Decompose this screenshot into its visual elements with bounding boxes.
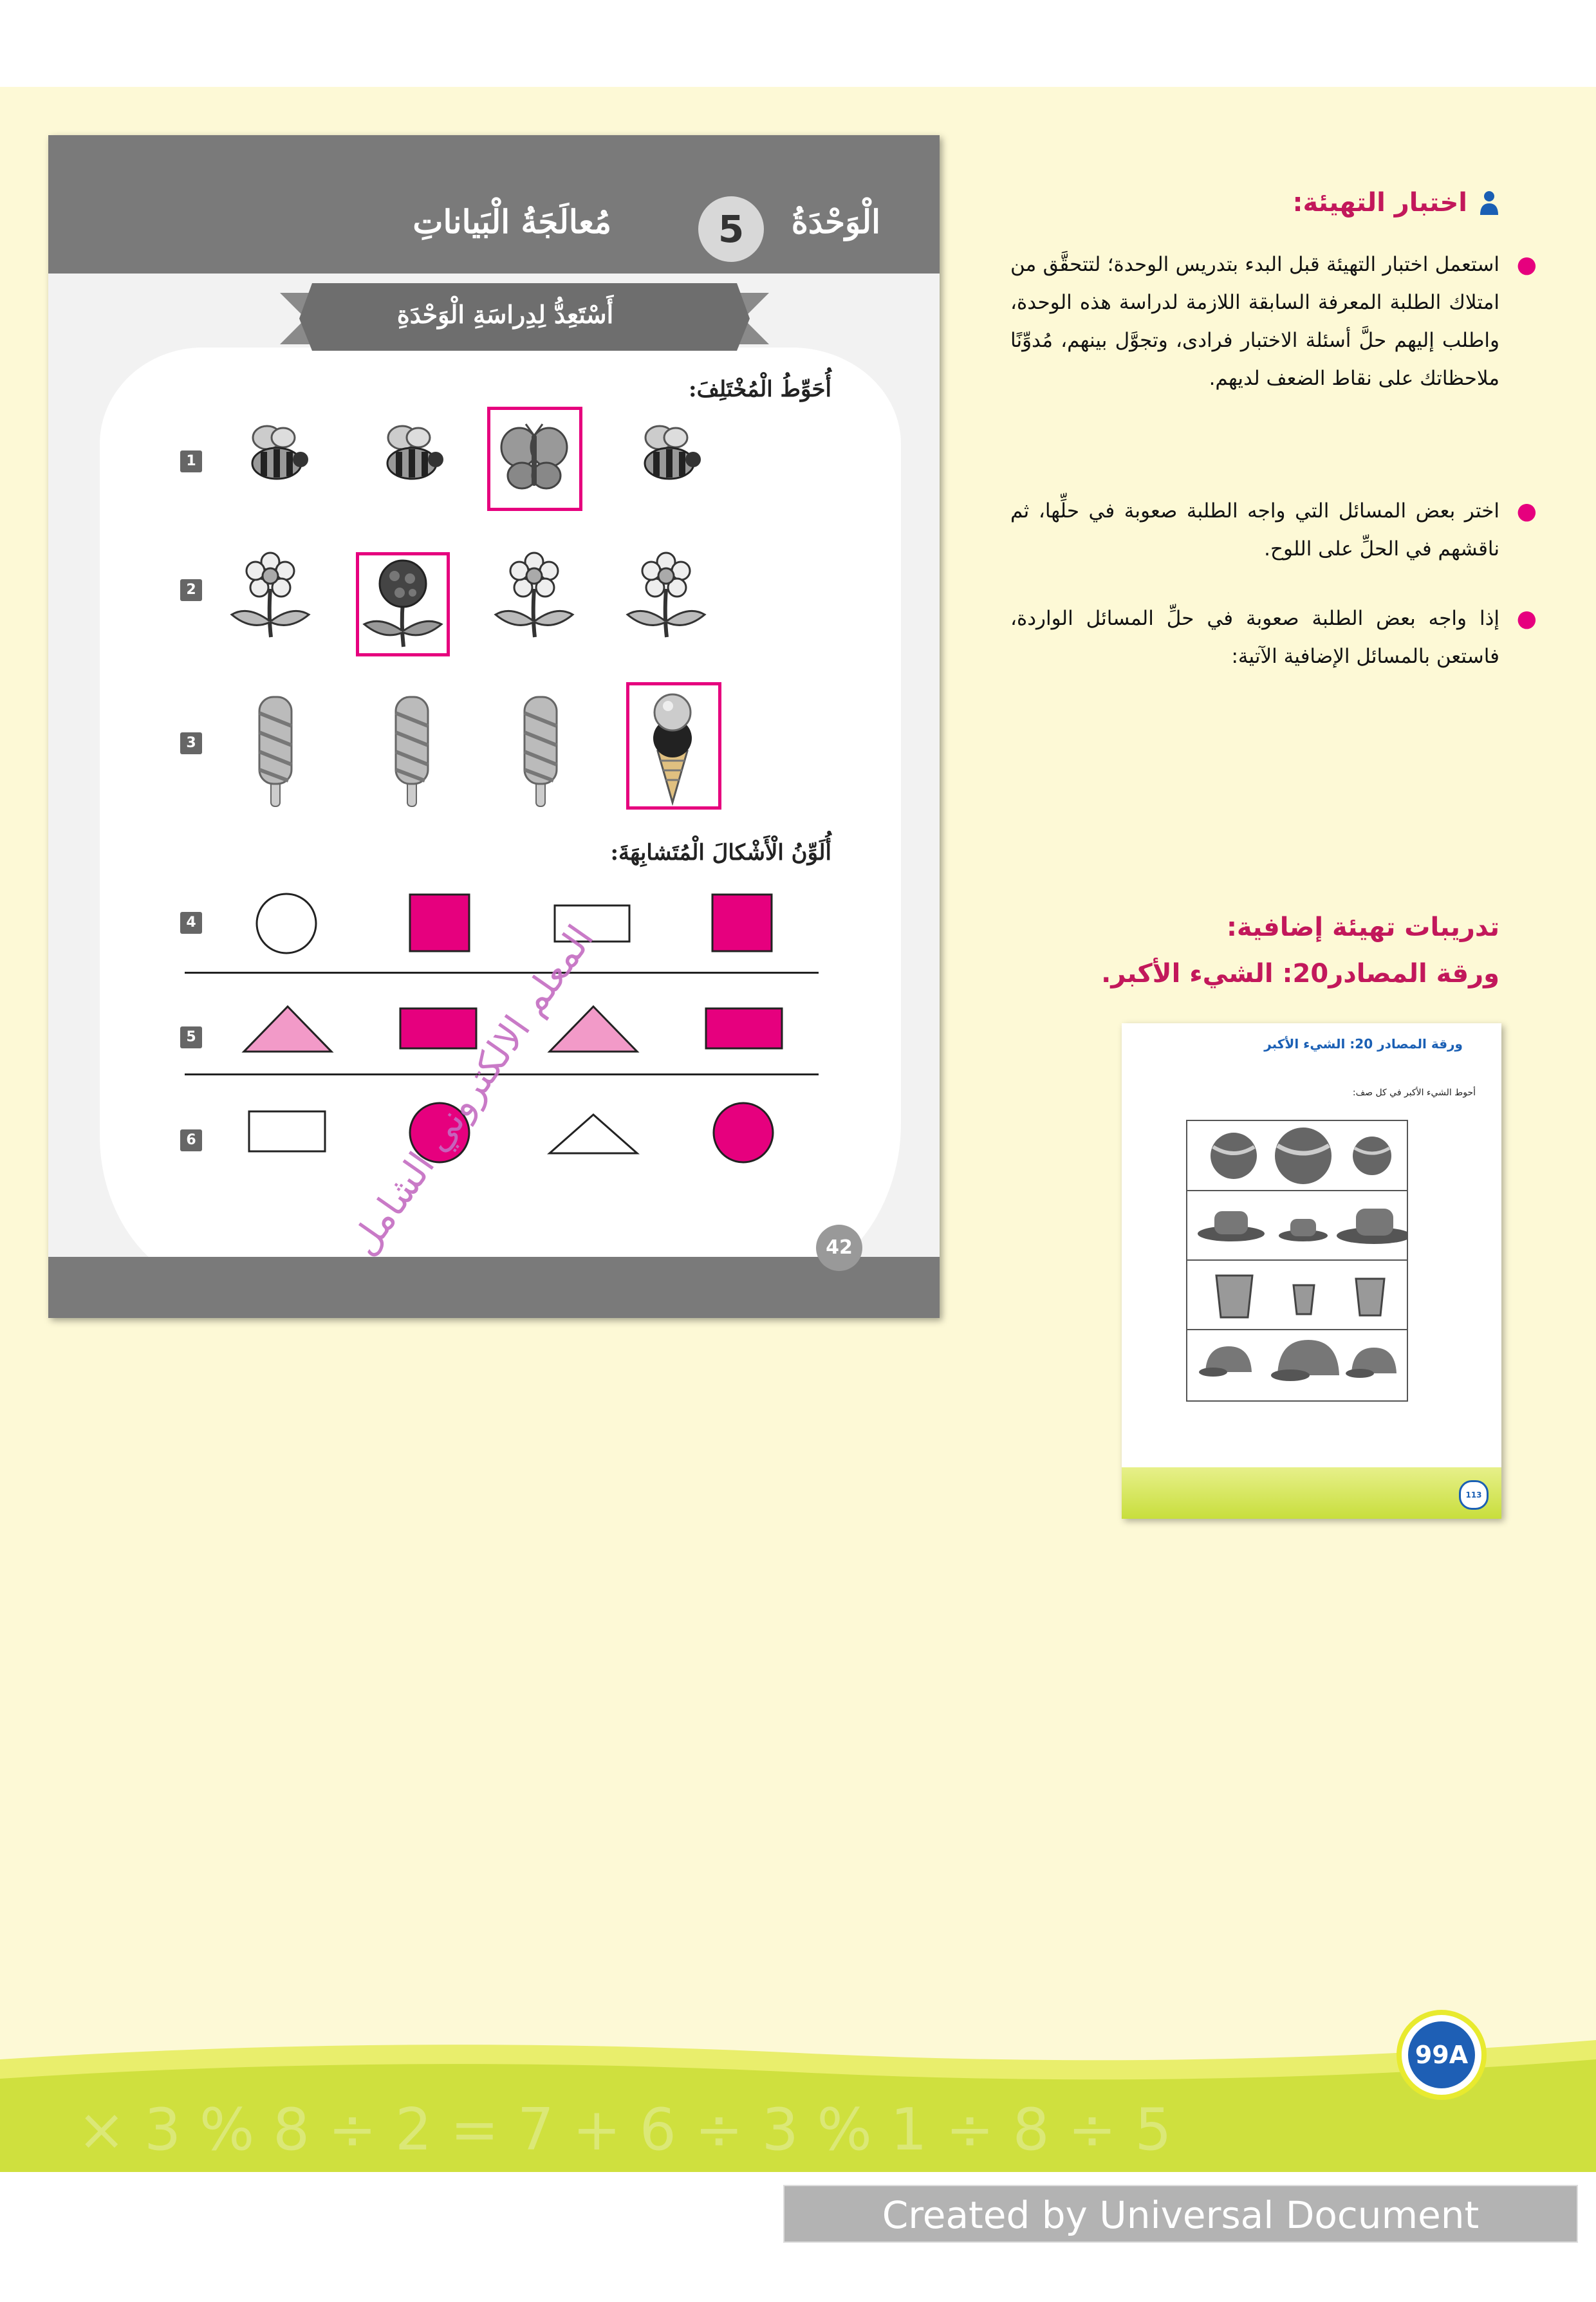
resource-sheet-footer	[1122, 1467, 1501, 1519]
flower-icon	[624, 550, 708, 640]
triangle-shape	[547, 1112, 640, 1157]
bee-icon	[376, 418, 447, 489]
dark-flower-icon	[361, 557, 445, 650]
note-text: اختر بعض المسائل التي واجه الطلبة صعوبة في حلِّها، ثم ناقشهم في الحلِّ على اللوح.	[1010, 499, 1499, 561]
rectangle-shape-colored	[705, 1007, 783, 1050]
footer-wave-band	[0, 2034, 1596, 2172]
triangle-shape-colored	[547, 1004, 640, 1055]
row-divider	[185, 972, 819, 974]
circle-shape	[254, 891, 319, 956]
converter-banner: Created by Universal Document Converter	[783, 2185, 1578, 2243]
bee-icon	[241, 418, 312, 489]
row-number-3: 3	[180, 732, 202, 754]
flower-icon	[228, 550, 312, 640]
page-number: 99A	[1408, 2021, 1475, 2088]
circle-shape-colored	[711, 1100, 775, 1165]
extra-practice-heading: تدريبات تهيئة إضافية:	[1226, 913, 1499, 942]
ice-cream-cone-icon	[644, 690, 701, 806]
popsicle-icon	[518, 694, 563, 810]
note-text: استعمل اختبار التهيئة قبل البدء بتدريس الوحدة؛ لتتحقَّق من امتلاك الطلبة المعرفة السابقة اللازمة لدراسة هذه الوحدة، واطلب إليهم حلَّ أسئلة الاختبار فرادى، وتجوَّل بينهم، مُدوِّنًا ملاحظاتك على نقاط الضعف لديهم.	[1010, 253, 1499, 390]
note-text: إذا واجه بعض الطلبة صعوبة في حلِّ المسائل الواردة، فاستعن بالمسائل الإضافية الآتية:	[1010, 607, 1499, 668]
unit-label: الْوَحْدَةُ	[791, 203, 880, 241]
resource-sheet-page-number: 113	[1459, 1480, 1489, 1510]
bee-icon	[634, 418, 705, 489]
bullet-dot: ●	[1516, 606, 1537, 632]
row-number-1: 1	[180, 450, 202, 472]
square-shape-colored	[711, 893, 773, 952]
resource-sheet-reference: ورقة المصادر20: الشيء الأكبر.	[1101, 959, 1499, 989]
resource-sheet-title: ورقة المصادر 20: الشيء الأكبر	[1264, 1036, 1463, 1052]
resource-sheet-grid	[1186, 1120, 1408, 1402]
instruction-color-similar: أُلَوِّنُ الْأَشْكالَ الْمُتَشابِهَةَ:	[610, 840, 831, 866]
page-number-badge	[1396, 2010, 1487, 2100]
note-bullet-3	[1010, 600, 1537, 676]
readiness-heading: اختبار التهيئة:	[1292, 188, 1467, 218]
resource-sheet-instruction: أحوط الشيء الأكبر في كل صف:	[1352, 1088, 1476, 1098]
rectangle-shape	[248, 1110, 326, 1153]
rectangle-shape-colored	[399, 1007, 478, 1050]
person-icon	[1479, 190, 1499, 215]
bullet-dot: ●	[1516, 252, 1537, 278]
unit-title: مُعالَجَةُ الْبَياناتِ	[413, 203, 611, 241]
workbook-footer	[48, 1257, 940, 1318]
row-number-5: 5	[180, 1026, 202, 1048]
unit-number: 5	[698, 196, 764, 262]
popsicle-icon	[389, 694, 434, 810]
note-bullet-2	[1010, 492, 1537, 568]
row-number-6: 6	[180, 1129, 202, 1151]
resource-sheet-thumbnail	[1122, 1023, 1501, 1519]
flower-icon	[492, 550, 576, 640]
row-number-4: 4	[180, 912, 202, 934]
comparison-items-illustration	[1187, 1121, 1407, 1400]
row-number-2: 2	[180, 579, 202, 601]
svg-text:× 3 % 8 ÷ 2 = 7 + 6 ÷ 3 % 1 ÷: × 3 % 8 ÷ 2 = 7 + 6 ÷ 3 % 1 ÷ 8 ÷ 5	[77, 2096, 1172, 2164]
triangle-shape-colored	[241, 1004, 335, 1055]
butterfly-icon	[499, 422, 570, 496]
square-shape-colored	[409, 893, 470, 952]
note-bullet-1	[1010, 246, 1537, 398]
bullet-dot: ●	[1516, 498, 1537, 524]
workbook-page-number: 42	[816, 1225, 862, 1271]
ribbon-text: أَسْتَعِدُّ لِدِراسَةِ الْوَحْدَةِ	[396, 300, 614, 329]
instruction-circle-different: أُحَوِّطُ الْمُخْتَلِفَ:	[689, 376, 831, 402]
popsicle-icon	[253, 694, 298, 810]
workbook-page	[48, 135, 940, 1318]
